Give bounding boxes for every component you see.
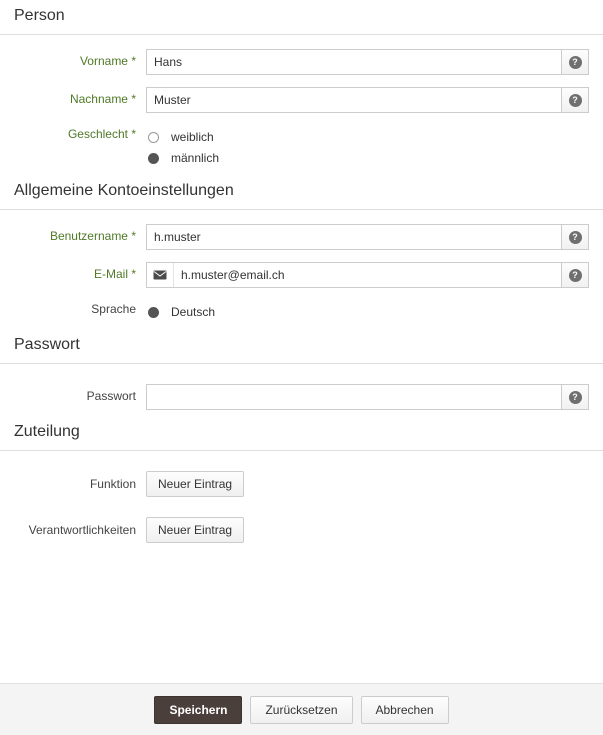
verantwortlichkeiten-neuer-eintrag-button[interactable]: Neuer Eintrag (146, 517, 244, 543)
row-passwort (0, 384, 603, 410)
section-body-passwort (0, 364, 603, 410)
row-email (0, 262, 603, 288)
input-group-passwort (146, 384, 589, 410)
question-mark-icon: ? (569, 391, 582, 404)
radio-icon-weiblich[interactable] (148, 132, 159, 143)
label-verantwortlichkeiten: Verantwortlichkeiten (28, 523, 136, 537)
radio-label-maennlich: männlich (171, 151, 220, 165)
row-vorname (0, 49, 603, 75)
field-benutzername (146, 224, 603, 250)
section-title-passwort: Passwort (0, 335, 603, 364)
field-funktion (146, 471, 603, 497)
label-geschlecht: Geschlecht * (67, 127, 136, 141)
radio-option-deutsch[interactable] (146, 302, 589, 322)
field-verantwortlichkeiten (146, 517, 603, 543)
question-mark-icon: ? (569, 94, 582, 107)
field-geschlecht (146, 125, 603, 169)
field-email (146, 262, 603, 288)
form-footer (0, 683, 603, 735)
help-icon-benutzername[interactable] (561, 225, 588, 249)
label-nachname: Nachname * (69, 92, 136, 106)
row-sprache (0, 300, 603, 323)
row-funktion (0, 471, 603, 497)
label-funktion: Funktion (89, 477, 136, 491)
radio-option-weiblich[interactable] (146, 127, 589, 147)
help-icon-passwort[interactable] (561, 385, 588, 409)
input-group-nachname (146, 87, 589, 113)
envelope-icon (147, 263, 174, 287)
row-geschlecht (0, 125, 603, 169)
save-button[interactable]: Speichern (154, 696, 242, 724)
radio-icon-deutsch[interactable] (148, 307, 159, 318)
vorname-input[interactable] (147, 50, 561, 74)
help-icon-nachname[interactable] (561, 88, 588, 112)
section-title-zuteilung: Zuteilung (0, 422, 603, 451)
field-vorname (146, 49, 603, 75)
input-group-benutzername (146, 224, 589, 250)
question-mark-icon: ? (569, 269, 582, 282)
nachname-input[interactable] (147, 88, 561, 112)
label-email: E-Mail * (93, 267, 136, 281)
question-mark-icon: ? (569, 231, 582, 244)
section-body-person (0, 35, 603, 169)
reset-button[interactable]: Zurücksetzen (250, 696, 352, 724)
section-body-zuteilung (0, 451, 603, 543)
input-group-email (146, 262, 589, 288)
label-passwort: Passwort (86, 389, 136, 403)
radio-option-maennlich[interactable] (146, 148, 589, 168)
help-icon-email[interactable] (561, 263, 588, 287)
funktion-neuer-eintrag-button[interactable]: Neuer Eintrag (146, 471, 244, 497)
radio-icon-maennlich[interactable] (148, 153, 159, 164)
question-mark-icon: ? (569, 56, 582, 69)
row-benutzername (0, 224, 603, 250)
section-title-person: Person (0, 0, 603, 35)
passwort-input[interactable] (147, 385, 561, 409)
label-vorname: Vorname * (79, 54, 136, 68)
cancel-button[interactable]: Abbrechen (361, 696, 449, 724)
help-icon-vorname[interactable] (561, 50, 588, 74)
email-input[interactable] (174, 263, 561, 287)
row-verantwortlichkeiten (0, 517, 603, 543)
row-nachname (0, 87, 603, 113)
radio-label-weiblich: weiblich (171, 130, 214, 144)
field-passwort (146, 384, 603, 410)
section-body-kontoeinstellungen (0, 210, 603, 323)
label-benutzername: Benutzername * (49, 229, 136, 243)
section-title-kontoeinstellungen: Allgemeine Kontoeinstellungen (0, 181, 603, 210)
label-sprache: Sprache (91, 302, 136, 316)
radio-label-deutsch: Deutsch (171, 305, 216, 319)
input-group-vorname (146, 49, 589, 75)
field-sprache (146, 300, 603, 323)
field-nachname (146, 87, 603, 113)
benutzername-input[interactable] (147, 225, 561, 249)
